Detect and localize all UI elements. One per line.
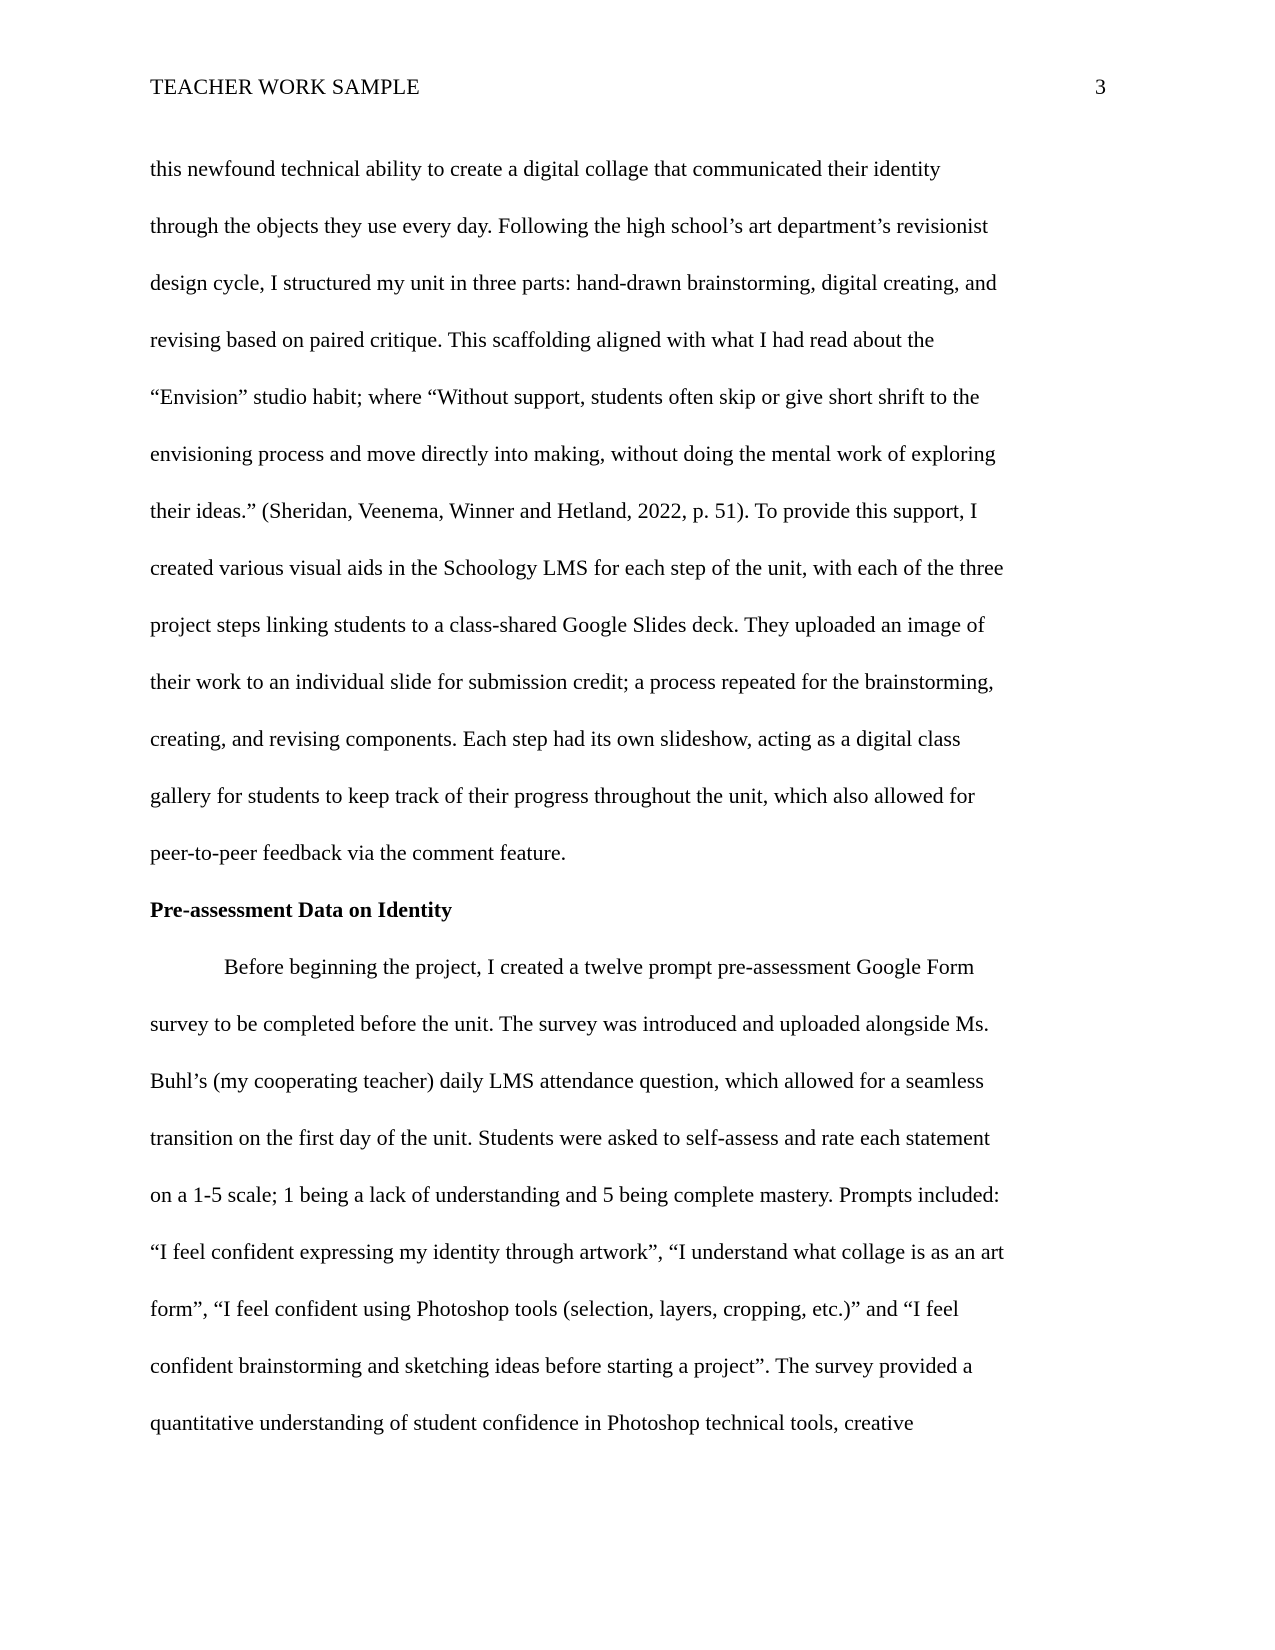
page-number: 3 xyxy=(1095,74,1106,99)
body-line: created various visual aids in the Schoology LMS for each step of the unit, with each of the three xyxy=(150,555,1004,580)
body-line: envisioning process and move directly into making, without doing the mental work of exploring xyxy=(150,441,996,466)
body-line: gallery for students to keep track of their progress throughout the unit, which also allowed for xyxy=(150,783,975,808)
body-line: quantitative understanding of student confidence in Photoshop technical tools, creative xyxy=(150,1410,914,1435)
body-line: design cycle, I structured my unit in three parts: hand-drawn brainstorming, digital creating, and xyxy=(150,270,997,295)
body-line: Buhl’s (my cooperating teacher) daily LMS attendance question, which allowed for a seamless xyxy=(150,1068,984,1093)
body-line: Before beginning the project, I created a twelve prompt pre-assessment Google Form xyxy=(224,954,975,979)
section-heading: Pre-assessment Data on Identity xyxy=(150,897,453,922)
running-head xyxy=(150,70,1106,104)
body-line: their ideas.” (Sheridan, Veenema, Winner and Hetland, 2022, p. 51). To provide this support, I xyxy=(150,498,978,523)
running-head-title: TEACHER WORK SAMPLE xyxy=(150,74,420,99)
body-line: confident brainstorming and sketching ideas before starting a project”. The survey provided a xyxy=(150,1353,973,1378)
body-line: peer-to-peer feedback via the comment feature. xyxy=(150,840,567,865)
body-line: their work to an individual slide for submission credit; a process repeated for the brainstorming, xyxy=(150,669,994,694)
body-line: revising based on paired critique. This scaffolding aligned with what I had read about the xyxy=(150,327,935,352)
document-body xyxy=(150,140,1125,1451)
body-line: “Envision” studio habit; where “Without support, students often skip or give short shrift to the xyxy=(150,384,980,409)
body-line: survey to be completed before the unit. The survey was introduced and uploaded alongside Ms. xyxy=(150,1011,990,1036)
body-line: this newfound technical ability to create a digital collage that communicated their identity xyxy=(150,156,941,181)
body-line: project steps linking students to a class-shared Google Slides deck. They uploaded an image of xyxy=(150,612,985,637)
body-line: on a 1-5 scale; 1 being a lack of understanding and 5 being complete mastery. Prompts included: xyxy=(150,1182,1000,1207)
body-line: creating, and revising components. Each step had its own slideshow, acting as a digital class xyxy=(150,726,961,751)
body-line: through the objects they use every day. Following the high school’s art department’s revisionist xyxy=(150,213,989,238)
body-line: “I feel confident expressing my identity through artwork”, “I understand what collage is as an art xyxy=(150,1239,1005,1264)
body-line: transition on the first day of the unit. Students were asked to self-assess and rate each statement xyxy=(150,1125,991,1150)
body-line: form”, “I feel confident using Photoshop tools (selection, layers, cropping, etc.)” and “I feel xyxy=(150,1296,959,1321)
